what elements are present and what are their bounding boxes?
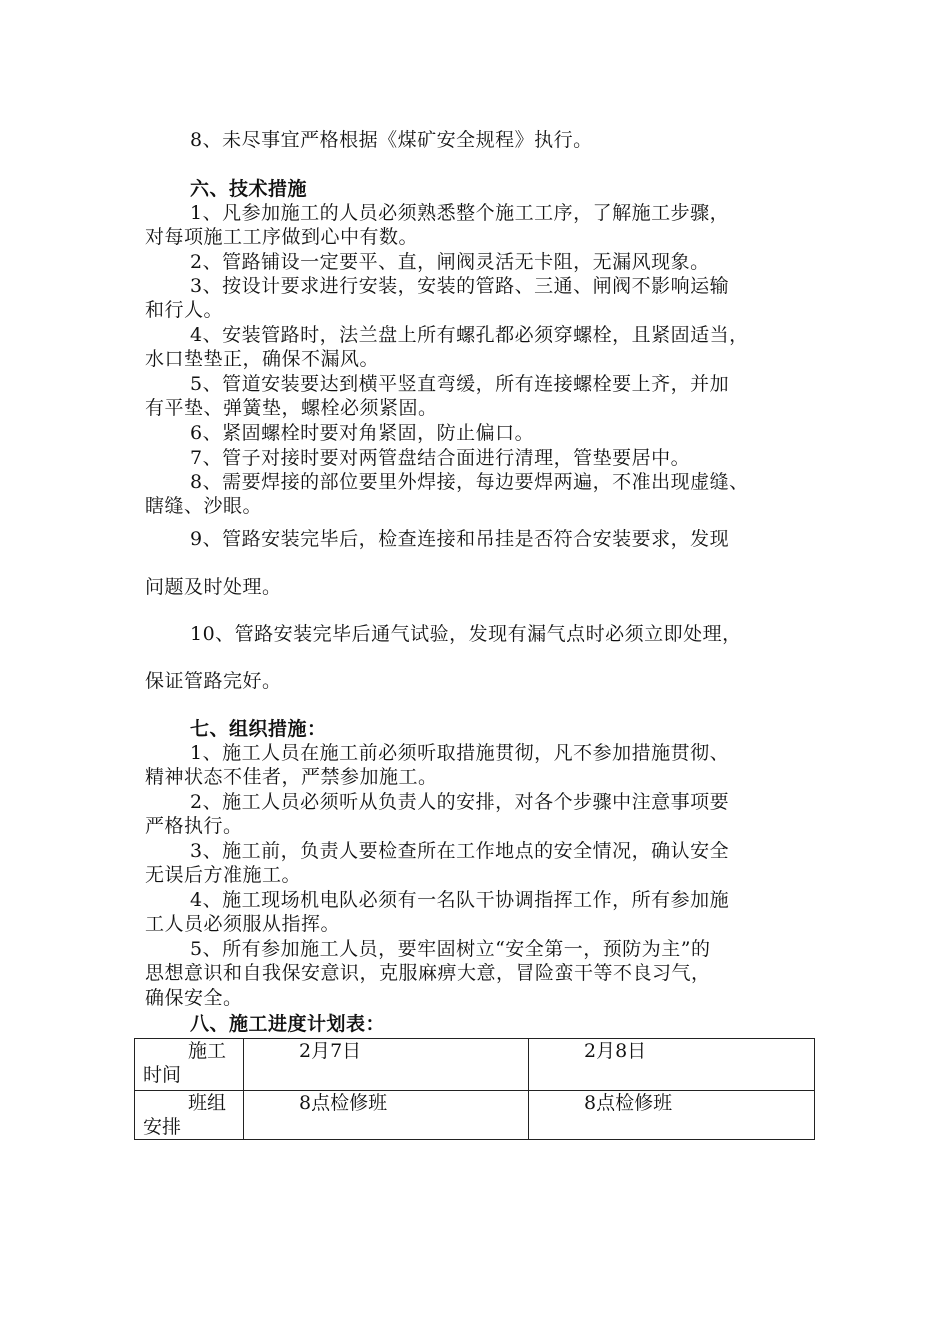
paragraph-line: 水口垫垫正，确保不漏风。 (145, 348, 380, 370)
cell-value: 8点检修班 (584, 1092, 673, 1114)
table-cell (529, 1039, 815, 1091)
paragraph-line: 精神状态不佳者，严禁参加施工。 (145, 766, 438, 788)
row-label-line2: 安排 (143, 1116, 182, 1138)
paragraph-line: 1、凡参加施工的人员必须熟悉整个施工工序，了解施工步骤， (190, 202, 730, 224)
paragraph-line: 2、管路铺设一定要平、直，闸阀灵活无卡阻，无漏风现象。 (190, 251, 710, 273)
paragraph-line: 6、紧固螺栓时要对角紧固，防止偏口。 (190, 422, 535, 444)
section-heading: 八、施工进度计划表： (190, 1013, 386, 1035)
paragraph-line: 有平垫、弹簧垫，螺栓必须紧固。 (145, 397, 438, 419)
paragraph-line: 1、施工人员在施工前必须听取措施贯彻，凡不参加措施贯彻、 (190, 742, 730, 764)
paragraph-line: 问题及时处理。 (145, 576, 282, 598)
paragraph-line: 无误后方准施工。 (145, 864, 302, 886)
table-cell (244, 1091, 529, 1140)
paragraph-line: 工人员必须服从指挥。 (145, 913, 341, 935)
paragraph-line: 4、施工现场机电队必须有一名队干协调指挥工作，所有参加施 (190, 889, 730, 911)
row-label-line2: 时间 (143, 1064, 182, 1086)
table-row (135, 1039, 815, 1091)
paragraph-line: 10、管路安装完毕后通气试验，发现有漏气点时必须立即处理， (190, 623, 742, 645)
row-label-line1: 班组 (188, 1092, 227, 1114)
table-cell (244, 1039, 529, 1091)
paragraph-line: 瞎缝、沙眼。 (145, 495, 263, 517)
paragraph-line: 4、安装管路时，法兰盘上所有螺孔都必须穿螺栓，且紧固适当， (190, 324, 749, 346)
paragraph-line: 和行人。 (145, 299, 224, 321)
paragraph-line: 5、管道安装要达到横平竖直弯缓，所有连接螺栓要上齐，并加 (190, 373, 730, 395)
paragraph-line: 3、施工前，负责人要检查所在工作地点的安全情况，确认安全 (190, 840, 730, 862)
row-header-cell (135, 1039, 244, 1091)
paragraph-line: 8、需要焊接的部位要里外焊接，每边要焊两遍，不准出现虚缝、 (190, 471, 749, 493)
paragraph-line: 严格执行。 (145, 815, 243, 837)
paragraph-line: 9、管路安装完毕后，检查连接和吊挂是否符合安装要求，发现 (190, 528, 730, 550)
cell-value: 2月8日 (584, 1040, 647, 1062)
paragraph-line: 对每项施工工序做到心中有数。 (145, 226, 419, 248)
section-heading: 七、组织措施： (190, 718, 327, 740)
schedule-table (134, 1038, 815, 1140)
paragraph-line: 5、所有参加施工人员，要牢固树立“安全第一，预防为主”的 (190, 938, 711, 960)
section-heading: 六、技术措施 (190, 178, 308, 200)
paragraph-line: 7、管子对接时要对两管盘结合面进行清理，管垫要居中。 (190, 447, 691, 469)
paragraph-line: 3、按设计要求进行安装，安装的管路、三通、闸阀不影响运输 (190, 275, 730, 297)
table-row (135, 1091, 815, 1140)
paragraph-line: 保证管路完好。 (145, 670, 282, 692)
paragraph-line: 思想意识和自我保安意识，克服麻痹大意，冒险蛮干等不良习气， (145, 962, 711, 984)
row-label-line1: 施工 (188, 1040, 227, 1062)
paragraph-line: 2、施工人员必须听从负责人的安排，对各个步骤中注意事项要 (190, 791, 730, 813)
row-header-cell (135, 1091, 244, 1140)
cell-value: 8点检修班 (299, 1092, 388, 1114)
cell-value: 2月7日 (299, 1040, 362, 1062)
paragraph-line: 确保安全。 (145, 987, 243, 1009)
table-cell (529, 1091, 815, 1140)
paragraph-line: 8、未尽事宜严格根据《煤矿安全规程》执行。 (190, 129, 593, 151)
